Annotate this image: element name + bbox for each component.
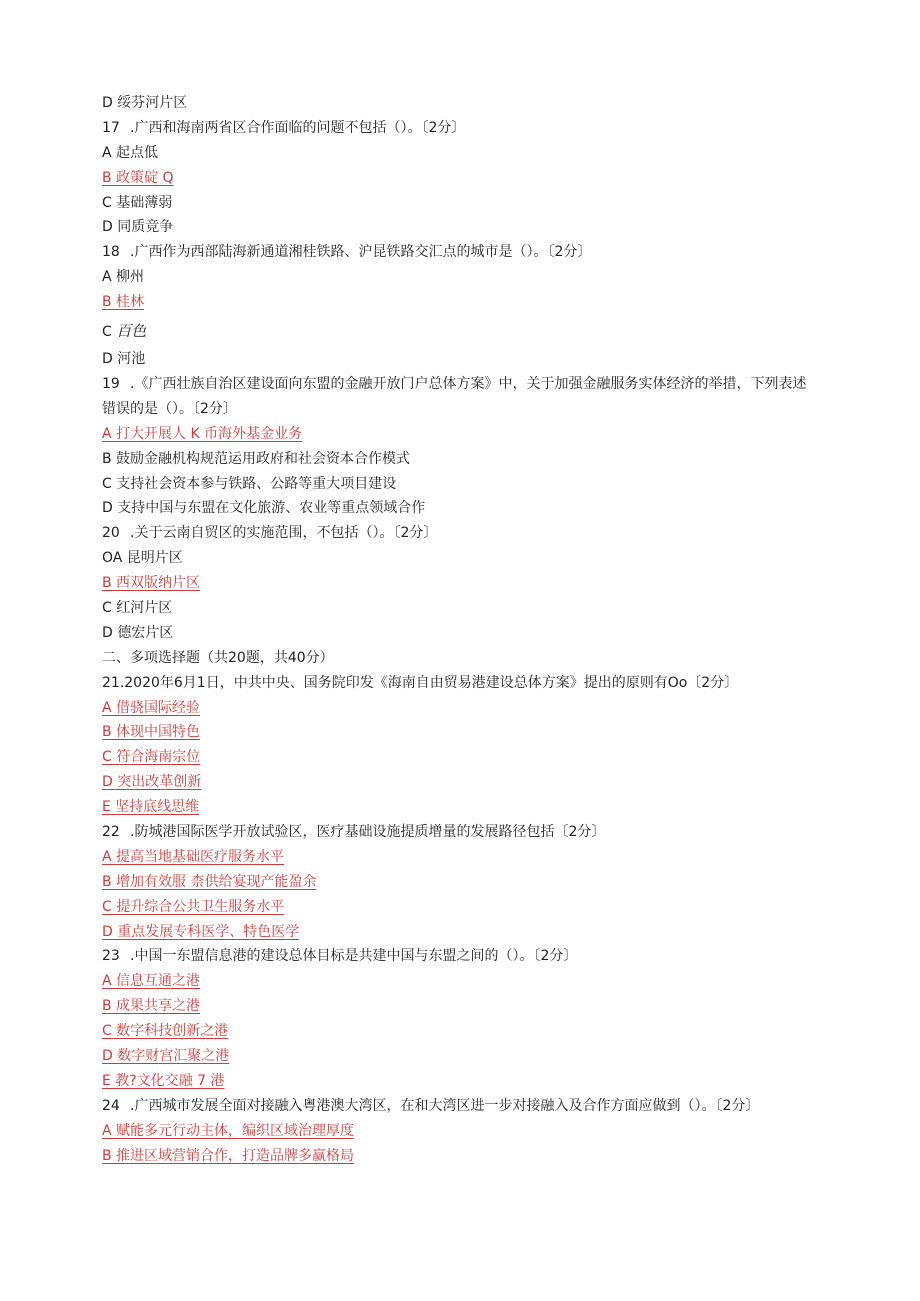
question-line [102,944,812,969]
answer-text: B 政策碇 Q [102,169,174,186]
option-text: B 鼓励金融机构规范运用政府和社会资本合作模式 [102,450,411,467]
question-text: .中国一东盟信息港的建设总体目标是共建中国与东盟之间的（）。〔2分〕 [130,948,578,965]
answer-text: A 信息互通之港 [102,973,201,990]
correct-answer-option [102,422,812,447]
question-number: 20 [102,525,120,542]
correct-answer-option [102,571,812,596]
question-number: 17 [102,119,120,136]
option-line [102,596,812,621]
question-text: .广西和海南两省区合作面临的问题不包括（）。〔2分〕 [130,119,466,136]
option-line [102,347,812,372]
option-line [102,265,812,290]
answer-text: A 借骁国际经验 [102,699,201,716]
option-text: OA 昆明片区 [102,550,183,567]
answer-text: B 体现中国特色 [102,724,201,741]
correct-answer-option [102,795,812,820]
answer-text: A 提高当地基础医疗服务水平 [102,848,285,865]
option-line [102,546,812,571]
answer-text: E 坚持底线思维 [102,799,200,816]
option-text: A 起点低 [102,144,159,161]
option-text: D 河池 [102,351,146,368]
answer-text: A 赋能多元行动主体，编织区域治理厚度 [102,1122,355,1139]
option-line [102,621,812,646]
answer-text: C 符合海南宗位 [102,749,201,766]
correct-answer-option [102,870,812,895]
option-line [102,671,812,696]
correct-answer-option [102,696,812,721]
correct-answer-option [102,770,812,795]
exam-document [102,91,812,1168]
option-text: D 支持中国与东盟在文化旅游、农业等重点领域合作 [102,500,426,517]
correct-answer-option [102,1019,812,1044]
correct-answer-option [102,1144,812,1169]
question-text: .广西作为西部陆海新通道湘桂铁路、沪昆铁路交汇点的城市是（）。〔2分〕 [130,244,592,261]
answer-text: D 突出改革创新 [102,774,202,791]
correct-answer-option [102,166,812,191]
question-line [102,240,812,265]
option-text: 二、多项选择题（共20题，共40分） [102,649,334,666]
answer-text: B 增加有效服 柰供给宴现产能盈余 [102,873,317,890]
option-text: D 德宏片区 [102,624,174,641]
answer-text: B 桂林 [102,294,145,311]
correct-answer-option [102,1044,812,1069]
option-line [102,447,812,472]
option-line [102,315,812,347]
question-text: .《广西壮族自治区建设面向东盟的金融开放门户总体方案》中，关于加强金融服务实体经济的举措，下列表述错误的是（）。〔2分〕 [102,375,807,417]
question-line [102,372,812,422]
correct-answer-option [102,1119,812,1144]
question-line [102,116,812,141]
option-text: C 支持社会资本参与铁路、公路等重大项目建设 [102,475,397,492]
answer-text: A 打大开展人 K 币海外基金业务 [102,425,303,442]
question-line [102,521,812,546]
option-text: 21.2020年6月1日，中共中央、国务院印发《海南自由贸易港建设总体方案》提出的原则有Oo〔2分〕 [102,674,739,691]
question-line [102,820,812,845]
answer-text: D 重点发展专科医学、特色医学 [102,923,300,940]
option-line [102,91,812,116]
question-text: .关于云南自贸区的实施范围，不包括（）。〔2分〕 [130,525,438,542]
correct-answer-option [102,969,812,994]
option-line [102,472,812,497]
answer-text: B 西双版纳片区 [102,575,201,592]
option-text: C 基础薄弱 [102,194,173,211]
question-text: .防城港国际医学开放试验区，医疗基础设施提质增量的发展路径包括〔2分〕 [130,823,606,840]
option-line [102,215,812,240]
answer-text: D 数字财宫汇聚之港 [102,1047,230,1064]
correct-answer-option [102,720,812,745]
correct-answer-option [102,745,812,770]
correct-answer-option [102,920,812,945]
answer-text: C 提升综合公共卫生服务水平 [102,898,285,915]
answer-text: E 教?文化交融 7 港 [102,1072,225,1089]
option-line [102,141,812,166]
question-number: 22 [102,823,120,840]
question-number: 24 [102,1097,120,1114]
correct-answer-option [102,994,812,1019]
question-number: 18 [102,244,120,261]
answer-text: B 成果共享之港 [102,998,201,1015]
option-line [102,646,812,671]
option-text: A 柳州 [102,269,145,286]
question-line [102,1094,812,1119]
option-text: D 绥芬河片区 [102,95,188,111]
question-number: 19 [102,375,120,392]
answer-text: C 数字科技创新之港 [102,1023,229,1040]
option-text: D 同质竞争 [102,219,174,236]
correct-answer-option [102,290,812,315]
correct-answer-option [102,1069,812,1094]
option-line [102,496,812,521]
correct-answer-option [102,845,812,870]
option-text: C 百色 [102,322,147,341]
answer-text: B 推进区域营销合作，打造品牌多赢格局 [102,1147,355,1164]
option-line [102,191,812,216]
question-number: 23 [102,948,120,965]
correct-answer-option [102,895,812,920]
question-text: .广西城市发展全面对接融入粤港澳大湾区，在和大湾区进一步对接融入及合作方面应做到（）。〔2分〕 [130,1097,760,1114]
option-text: C 红河片区 [102,599,173,616]
